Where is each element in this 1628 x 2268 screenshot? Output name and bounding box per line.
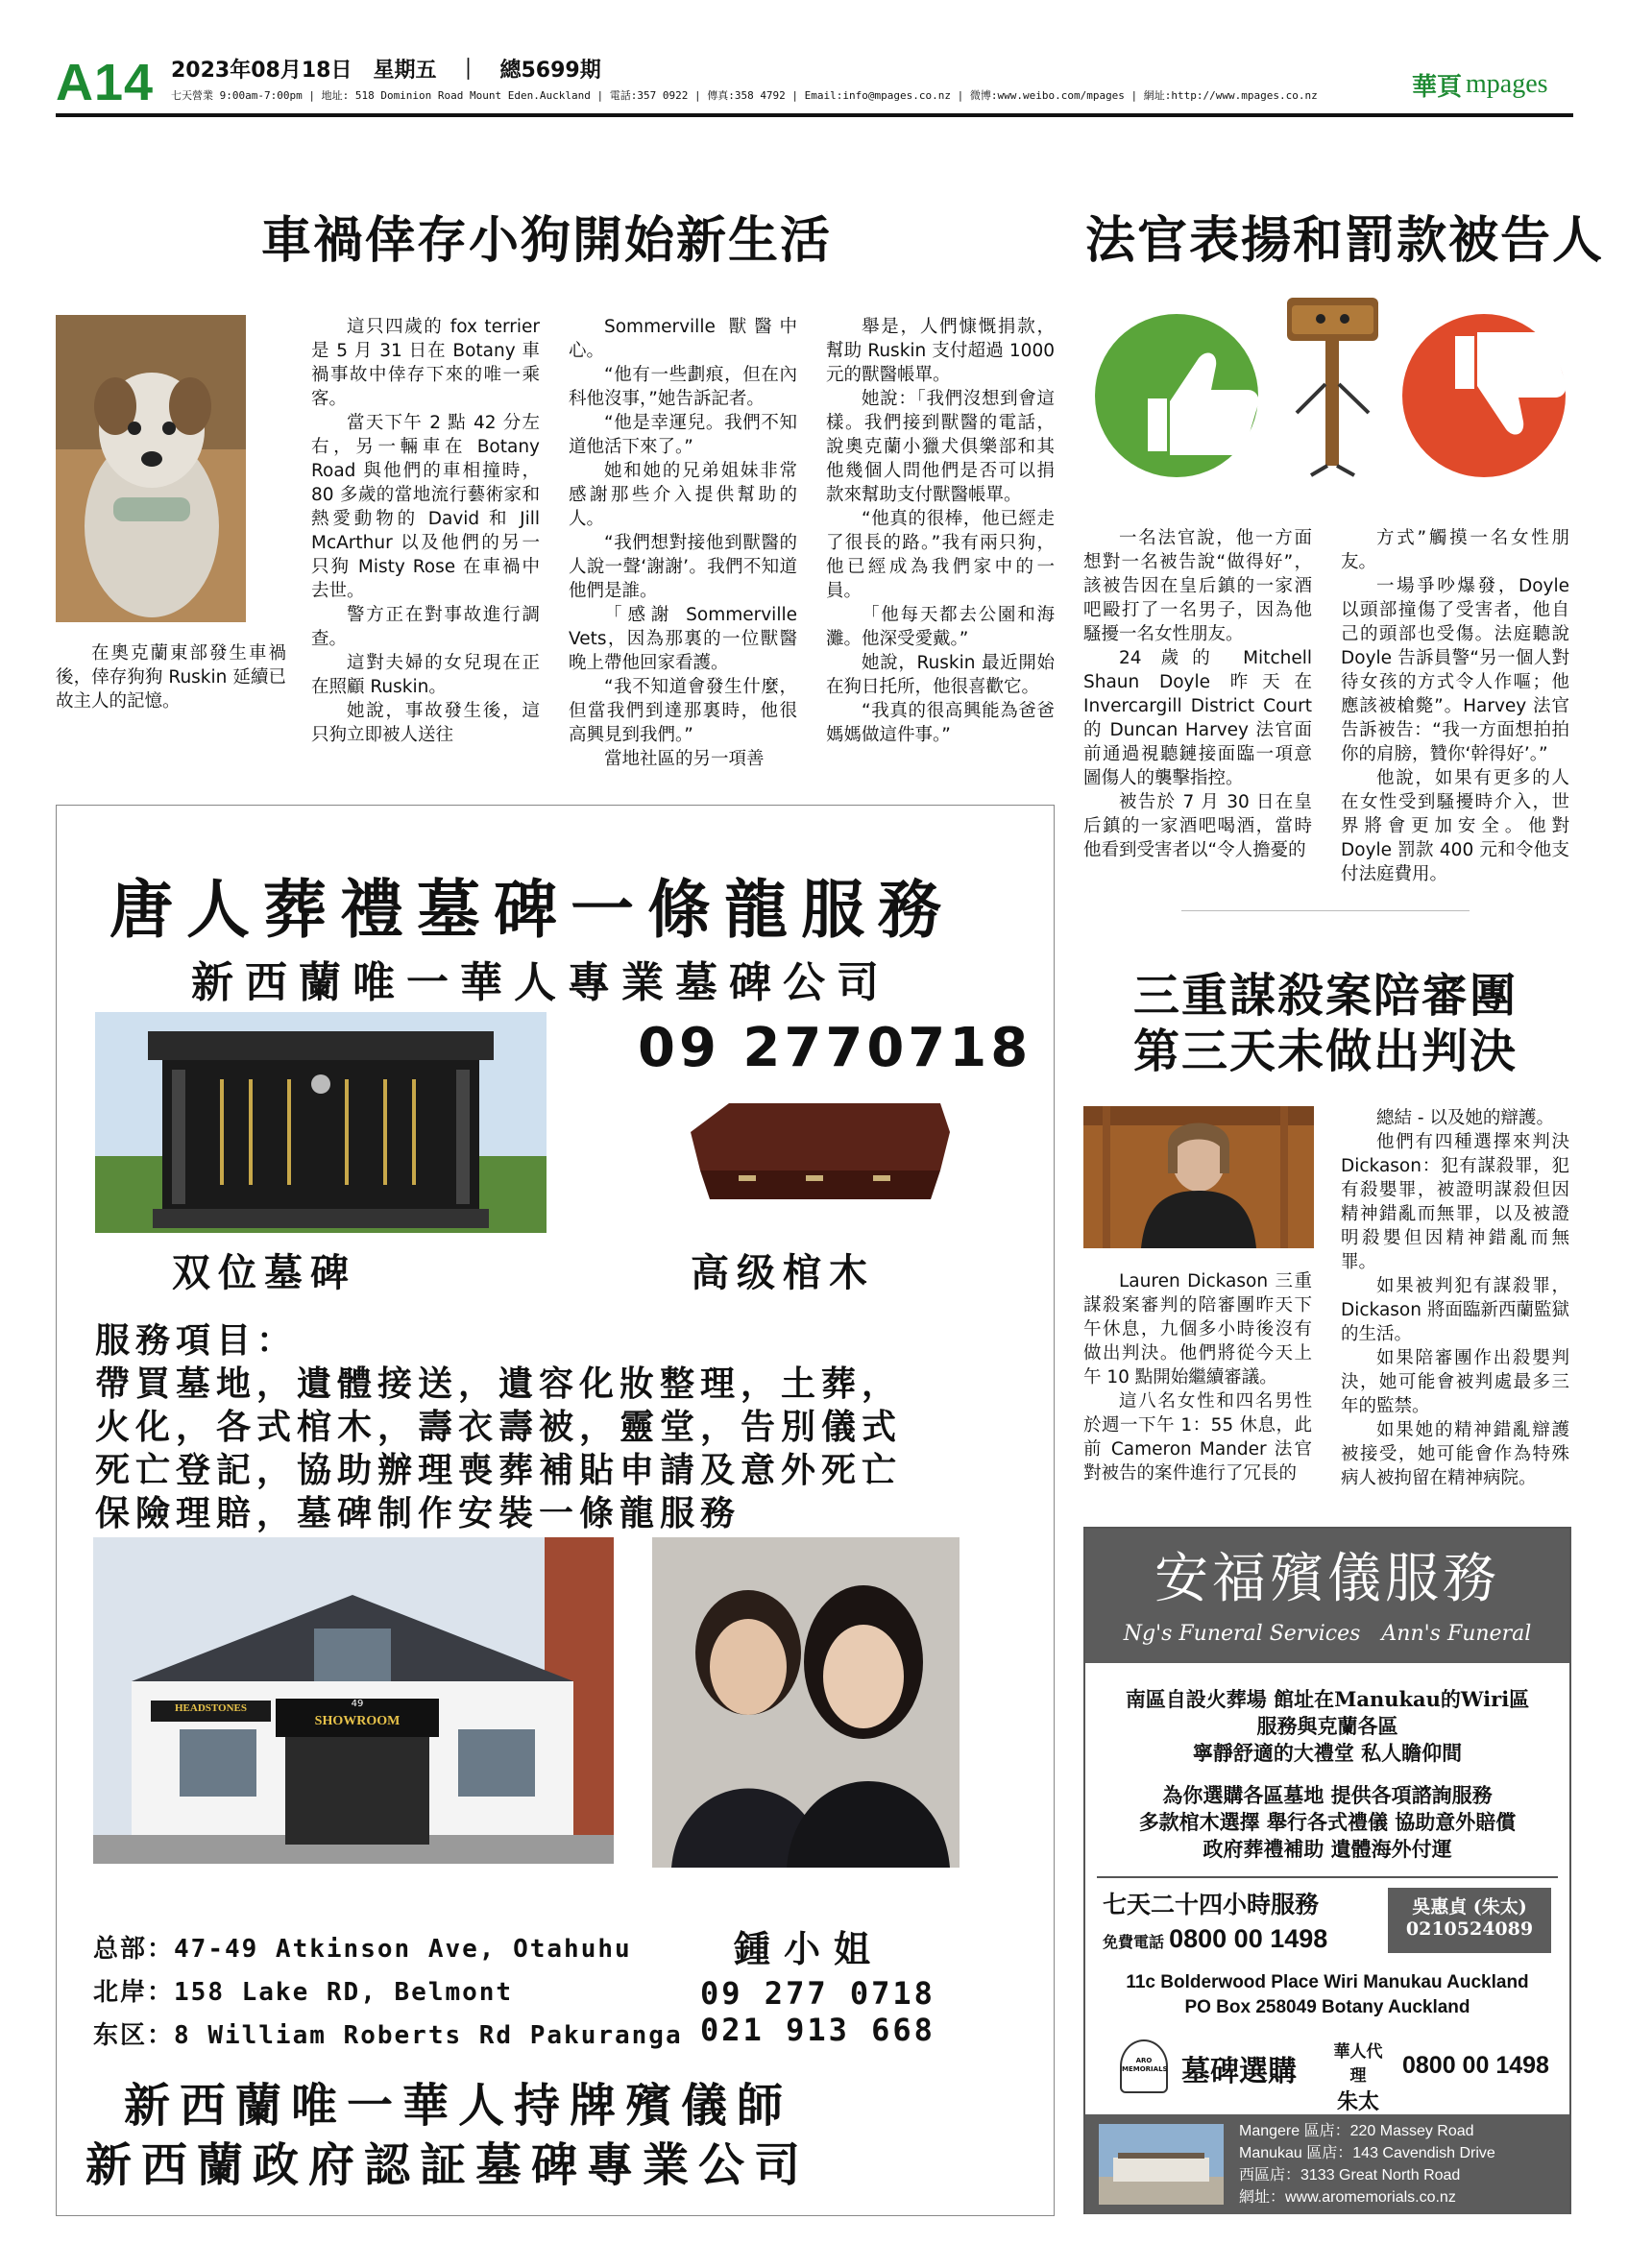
article-dog-col1: 這只四歲的 fox terrier 是 5 月 31 日在 Botany 車禍事故中倖存下來的唯一乘客。 當天下午 2 點 42 分左右，另一輛車在 Botany Road 與他們的車相撞時，80 多歲的當地流行藝術家和熱愛動物的 David 和 Jill McArthur 以及他們的另一只狗 Misty Rose 在車禍中去世。 警方正在對事故進行調查。 這對夫婦的女兒現在正在照顧 Ruskin。 她說，事故發生後，這只狗立即被人送往 xyxy=(311,317,540,745)
services-list: 服務項目： 帶買墓地，遺體接送，遺容化妝整理，土葬， 火化，各式棺木，壽衣壽被，靈堂，告別儀式 死亡登記，協助辦理喪葬補貼申請及意外死亡 保險理賠，墓碑制作安裝一條龍服務 xyxy=(95,1320,903,1533)
agent-phone[interactable]: 0800 00 1498 xyxy=(1402,2052,1549,2079)
onfook-line-a2: 服務與克蘭各區 xyxy=(1256,1714,1398,1738)
section-divider xyxy=(1181,910,1470,911)
coffin-photo xyxy=(671,1094,960,1209)
staff-photo xyxy=(652,1537,960,1868)
article-dog-col2: Sommerville 獸醫中心。 “他有一些劃痕，但在內科他沒事，”她告訴記者。 “他是幸運兒。我們不知道他活下來了。” 她和她的兄弟姐妹非常感謝那些介入提供幫助的人。 “我們想對接他到獸醫的人說一聲‘謝謝’。我們不知道他們是誰。 「感謝 Sommerville Vets，因為那裏的一位獸醫晚上帶他回家看護。 “我不知道會發生什麼，但當我們到達那裏時，他很高興見到我們。” 當地社區的另一項善 xyxy=(569,317,797,769)
sign-showroom: SHOWROOM xyxy=(314,1714,401,1728)
page-number: A14 xyxy=(56,54,155,111)
address-north: 北岸：158 Lake RD, Belmont xyxy=(93,1978,514,2007)
brand-en: mpages xyxy=(1466,69,1548,99)
branch-list: Mangere 區店：220 Massey Road Manukau 區店：143 Cavendish Drive 西區店：3133 Great North Road 網址：www.aromemorials.co.nz xyxy=(1239,2123,1495,2206)
article-judge-col1: 一名法官說，他一方面想對一名被告說“做得好”，該被告因在皇后鎮的一家酒吧毆打了一名男子，因為他騷擾一名女性朋友。 24 歲的 Mitchell Shaun Doyle 昨天在 Invercargill District Court 的 Duncan Harvey 法官面前通過視聽鏈接面臨一項意圖傷人的襲擊指控。 被告於 7 月 30 日在皇后鎮的一家酒吧喝酒，當時他看到受害者以“令人擔憂的 xyxy=(1083,528,1312,860)
onfook-funeral-ad[interactable] xyxy=(1083,1527,1571,2214)
dog-photo xyxy=(56,315,246,622)
tang-slogan-2: 新西蘭政府認証墓碑專業公司 xyxy=(85,2138,811,2192)
issue-date-line: 2023年08月18日 星期五 ｜ 總5699期 xyxy=(171,59,601,83)
brand-cn: 華頁 xyxy=(1412,72,1463,102)
article-jury-headline-2: 第三天未做出判決 xyxy=(1133,1025,1519,1078)
tang-funeral-ad[interactable] xyxy=(56,805,1055,2216)
contact-person: 鍾小姐 xyxy=(734,1927,885,1970)
onfook-contact-name: 吳惠貞 (朱太) xyxy=(1412,1896,1527,1918)
onfook-address-1: 11c Bolderwood Place Wiri Manukau Auckland xyxy=(1126,1972,1529,1992)
onfook-line-b1: 為你選購各區墓地 提供各項諮詢服務 xyxy=(1162,1783,1493,1807)
tang-ad-subtitle: 新西蘭唯一華人專業墓碑公司 xyxy=(191,958,890,1007)
headstone-photo xyxy=(95,1012,547,1233)
tang-ad-title: 唐人葬禮墓碑一條龍服務 xyxy=(109,872,955,947)
article-jury-col1: Lauren Dickason 三重謀殺案審判的陪審團昨天下午休息，九個多小時後沒有做出判決。他們將從今天上午 10 點開始繼續審議。 這八名女性和四名男性於週一下午 1：55 休息，此前 Cameron Mander 法官對被告的案件進行了冗長的 xyxy=(1083,1271,1312,1484)
contact-box[interactable] xyxy=(1388,1888,1551,1953)
tang-slogan-1: 新西蘭唯一華人持牌殯儀師 xyxy=(124,2079,793,2133)
onfook-footer xyxy=(1085,2114,1569,2214)
aro-logo: ARO MEMORIALS xyxy=(1120,2039,1168,2093)
onfook-header xyxy=(1085,1529,1569,1663)
onfook-address-2: PO Box 258049 Botany Auckland xyxy=(1184,1997,1470,2017)
onfook-contact-phone: 0210524089 xyxy=(1405,1918,1534,1940)
masthead-rule xyxy=(56,113,1573,117)
freecall[interactable]: 免費電話 0800 00 1498 xyxy=(1103,1924,1328,1953)
dickason-photo xyxy=(1083,1106,1314,1248)
contact-phone-1[interactable]: 09 277 0718 xyxy=(700,1975,935,2012)
onfook-line-b3: 政府葬禮補助 遺體海外付運 xyxy=(1203,1837,1452,1861)
caption-coffin: 高级棺木 xyxy=(691,1250,875,1295)
onfook-rule xyxy=(1097,1876,1558,1878)
address-east: 东区：8 William Roberts Rd Pakuranga xyxy=(93,2021,683,2050)
contact-info-line: 七天營業 9:00am-7:00pm | 地址: 518 Dominion Road Mount Eden.Auckland | 電話:357 0922 | 傳真:358 4792 | Email:info@mpages.co.nz | 微博:www.weibo.com/mpages | 網址:http://www.mpages.co.nz xyxy=(171,89,1318,102)
caption-headstone: 双位墓碑 xyxy=(172,1250,356,1295)
article-judge-col2: 方式”觸摸一名女性朋友。 一場爭吵爆發，Doyle 以頭部撞傷了受害者，他自己的頭部也受傷。法庭聽說 Doyle 告訴員警“另一個人對待女孩的方式令人作嘔；他應該被槍斃”。Harvey 法官告訴被告：“我一方面想拍拍你的肩膀，贊你‘幹得好’。” 他說，如果有更多的人在女性受到騷擾時介入，世界將會更加安全。他對 Doyle 罰款 400 元和令他支付法庭費用。 xyxy=(1341,528,1569,884)
onfook-subtitle: Ng's Funeral Services Ann's Funeral xyxy=(1123,1622,1532,1646)
service-24h: 七天二十四小時服務 xyxy=(1103,1891,1320,1918)
onfook-title: 安福殯儀服務 xyxy=(1154,1548,1500,1610)
tang-ad-phone[interactable]: 09 2770718 xyxy=(638,1017,1033,1079)
article-dog-col3: 舉是，人們慷慨捐款，幫助 Ruskin 支付超過 1000 元的獸醫帳單。 她說：「我們沒想到會這樣。我們接到獸醫的電話，說奧克蘭小獵犬俱樂部和其他幾個人問他們是否可以捐款來幫助支付獸醫帳單。 “他真的很棒，他已經走了很長的路。”我有兩只狗，他已經成為我們家中的一員。 「他每天都去公園和海灘。他深受愛戴。” 她說，Ruskin 最近開始在狗日托所，他很喜歡它。 “我真的很高興能為爸爸媽媽做這件事。” xyxy=(826,317,1055,745)
mpages-logo[interactable] xyxy=(1412,65,1548,104)
agent-label: 華人代理 朱太 xyxy=(1333,2042,1383,2114)
address-hq: 总部：47-49 Atkinson Ave, Otahuhu xyxy=(93,1935,632,1964)
article-dog-headline: 車禍倖存小狗開始新生活 xyxy=(261,212,833,270)
contact-phone-2[interactable]: 021 913 668 xyxy=(700,2012,935,2048)
onfook-line-a1: 南區自設火葬場 館址在Manukau的Wiri區 xyxy=(1125,1687,1530,1711)
article-judge-headline: 法官表揚和罰款被告人 xyxy=(1085,212,1605,270)
onfook-line-b2: 多款棺木選擇 舉行各式禮儀 協助意外賠償 xyxy=(1138,1810,1517,1834)
branch-photo xyxy=(1099,2124,1224,2205)
onfook-line-a3: 寧靜舒適的大禮堂 私人瞻仰間 xyxy=(1192,1741,1463,1765)
headstone-label: 墓碑選購 xyxy=(1181,2055,1297,2088)
thumbs-gavel-illustration xyxy=(1095,288,1566,480)
showroom-photo xyxy=(93,1537,614,1864)
article-jury-headline-1: 三重謀殺案陪審團 xyxy=(1133,969,1519,1023)
dog-photo-caption: 在奧克蘭東部發生車禍後，倖存狗狗 Ruskin 延續已故主人的記憶。 xyxy=(56,643,286,712)
article-jury-col2: 總結 - 以及她的辯護。 他們有四種選擇來判決 Dickason：犯有謀殺罪，犯有殺嬰罪，被證明謀殺但因精神錯亂而無罪，以及被證明殺嬰但因精神錯亂而無罪。 如果被判犯有謀殺罪，Dickason 將面臨新西蘭監獄的生活。 如果陪審團作出殺嬰判決，她可能會被判處最多三年的監禁。 如果她的精神錯亂辯護被接受，她可能會作為特殊病人被拘留在精神病院。 xyxy=(1341,1108,1569,1488)
sign-headstones: HEADSTONES xyxy=(175,1702,247,1714)
sign-number: 49 xyxy=(351,1699,364,1709)
